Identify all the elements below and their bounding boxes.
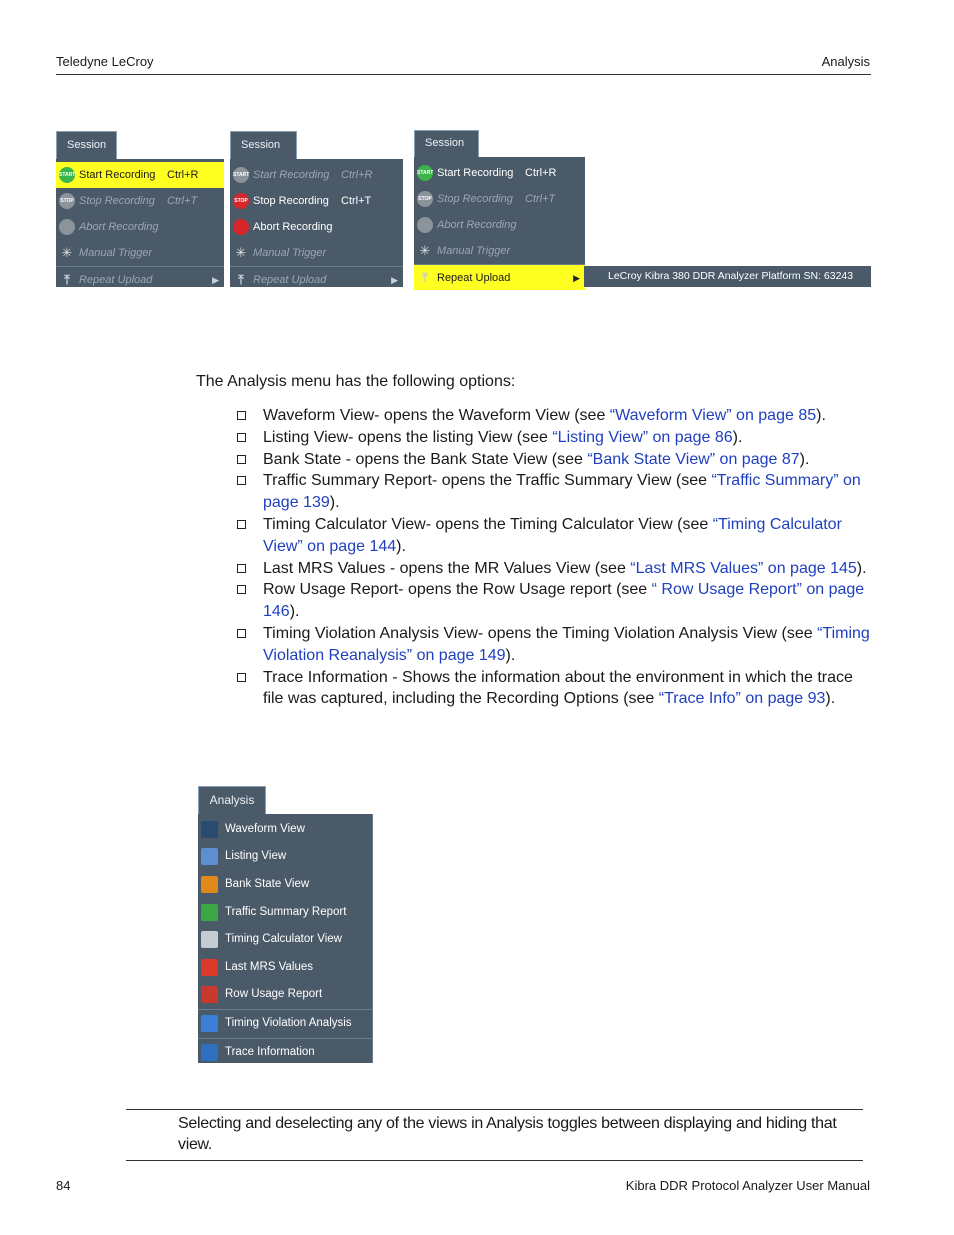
checkbox-bullet-icon [237,673,246,682]
list-item-text: Last MRS Values - opens the MR Values View (see [263,559,631,577]
session-menu-screenshot [230,131,403,287]
start-icon: START [417,165,433,181]
checkbox-bullet-icon [237,476,246,485]
menu-item-repeat-upload[interactable] [230,266,403,292]
timing-violation-icon [201,1015,218,1032]
analysis-menu-item-bank-state-view[interactable] [198,871,372,898]
menu-item-abort-recording[interactable] [56,214,224,240]
analysis-menu-item-label: Row Usage Report [225,988,323,1000]
start-icon: START [59,167,75,183]
note-text: Selecting and deselecting any of the views in Analysis toggles between displaying and hiding that view. [178,1115,837,1153]
menu-item-label: Manual Trigger [437,245,511,257]
list-item-text-end: ). [825,690,836,708]
checkbox-bullet-icon [237,585,246,594]
menu-item-abort-recording[interactable] [230,214,403,240]
list-item-text: Timing Violation Analysis View- opens the Timing Violation Analysis View (see [263,624,818,642]
upload-icon: ⤒ [64,272,70,287]
menu-item-manual-trigger[interactable] [56,240,224,266]
analysis-menu-item-timing-violation-analysis[interactable] [198,1009,372,1036]
checkbox-bullet-icon [237,455,246,464]
cross-reference-link[interactable]: “Timing Calculator View” on page 144 [263,515,842,555]
list-item [236,427,872,449]
list-item-text-end: ). [856,559,867,577]
list-item [236,623,872,667]
list-item-text: Listing View- opens the listing View (see [263,428,553,446]
analysis-menu-item-label: Trace Information [225,1046,315,1058]
analysis-menu-item-row-usage-report[interactable] [198,981,372,1008]
session-menu-tab[interactable]: Session [56,131,117,159]
note-bottom-rule [126,1160,863,1161]
timing-calculator-icon [201,931,218,948]
list-item-text-end: ). [816,407,826,424]
menu-item-stop-recording[interactable] [414,186,585,212]
abort-icon [59,219,75,235]
menu-item-label: Manual Trigger [253,247,327,259]
list-item-text-end: ). [396,537,406,555]
menu-item-start-recording[interactable] [414,160,585,186]
menu-item-shortcut: Ctrl+R [341,169,373,181]
menu-item-manual-trigger[interactable] [414,238,585,264]
checkbox-bullet-icon [237,433,246,442]
menu-item-stop-recording[interactable] [56,188,224,214]
note-top-rule [126,1109,863,1110]
list-item-text-end: ). [732,428,743,446]
stop-icon: STOP [417,191,433,207]
menu-item-shortcut: Ctrl+T [341,195,372,207]
list-item [236,449,872,471]
cross-reference-link[interactable]: “Trace Info” on page 93 [658,690,826,708]
analysis-menu-item-waveform-view[interactable] [198,816,372,843]
cross-reference-link[interactable]: “Listing View” on page 86 [552,428,733,446]
menu-item-shortcut: Ctrl+T [167,195,198,207]
analysis-menu-item-label: Timing Violation Analysis [225,1017,352,1029]
analysis-menu-item-label: Bank State View [225,878,310,890]
bank-state-icon [201,876,218,893]
analysis-options-list [236,405,872,710]
analysis-menu [198,814,373,1063]
analysis-menu-item-label: Timing Calculator View [225,933,342,945]
list-item [236,667,872,711]
menu-item-label: Start Recording [79,169,156,181]
traffic-summary-icon [201,904,218,921]
page-header-left: Teledyne LeCroy [56,54,154,69]
menu-item-label: Stop Recording [437,193,513,205]
list-item-text-end: ). [505,646,516,664]
menu-item-label: Start Recording [437,167,514,179]
cross-reference-link[interactable]: “ Row Usage Report” on page 146 [263,581,865,621]
waveform-icon [201,821,218,838]
analysis-menu-item-label: Traffic Summary Report [225,906,347,918]
menu-item-label: Start Recording [253,169,330,181]
start-icon: START [233,167,249,183]
analysis-menu-item-label: Last MRS Values [225,961,313,973]
list-item [236,558,872,580]
upload-icon: ⤒ [238,272,244,287]
analysis-menu-item-trace-information[interactable] [198,1038,372,1065]
list-item-text-end: ). [799,450,810,468]
analysis-menu-item-traffic-summary-report[interactable] [198,899,372,926]
analysis-menu-item-label: Listing View [225,850,287,862]
analysis-menu-tab[interactable]: Analysis [198,786,266,814]
list-item [236,579,872,623]
list-item-text-end: ). [289,603,300,621]
trigger-icon: ✳ [419,243,431,258]
menu-item-label: Repeat Upload [79,274,153,286]
status-bar: LeCroy Kibra 380 DDR Analyzer Platform SN: 63243 [584,266,871,287]
checkbox-bullet-icon [237,520,246,529]
trigger-icon: ✳ [235,245,247,260]
session-menu-screenshot [414,130,585,287]
menu-item-shortcut: Ctrl+T [525,193,556,205]
analysis-menu-item-label: Waveform View [225,823,305,835]
session-menu [56,159,224,287]
mrs-values-icon [201,959,218,976]
menu-item-repeat-upload[interactable] [56,266,224,292]
cross-reference-link[interactable]: “Traffic Summary” on page 139 [263,472,861,512]
menu-item-shortcut: Ctrl+R [525,167,557,179]
analysis-menu-item-listing-view[interactable] [198,843,372,870]
list-item [236,405,872,427]
header-rule [56,74,871,75]
abort-icon [417,217,433,233]
list-item-text: Row Usage Report- opens the Row Usage report (see [263,581,652,599]
session-menu-screenshot [56,131,224,287]
trigger-icon: ✳ [61,245,73,260]
list-item-text: Timing Calculator View- opens the Timing Calculator View (see [263,515,713,533]
list-item-text: Traffic Summary Report- opens the Traffic Summary View (see [263,472,712,490]
menu-item-manual-trigger[interactable] [230,240,403,266]
menu-item-label: Abort Recording [437,219,517,231]
checkbox-bullet-icon [237,629,246,638]
trace-info-icon [201,1044,218,1061]
analysis-menu-item-timing-calculator-view[interactable] [198,926,372,953]
menu-item-start-recording[interactable] [56,162,224,188]
session-menu-tab[interactable]: Session [414,130,479,157]
list-item-text: Waveform View- opens the Waveform View (see [263,407,610,424]
menu-item-abort-recording[interactable] [414,212,585,238]
menu-item-label: Repeat Upload [253,274,327,286]
menu-item-label: Manual Trigger [79,247,153,259]
submenu-arrow-icon: ▶ [391,275,398,285]
list-item [236,514,872,558]
menu-item-label: Abort Recording [253,221,333,233]
session-menu [230,159,403,287]
list-item-text-end: ). [329,494,340,512]
page-number: 84 [56,1178,71,1193]
session-menu-tab[interactable]: Session [230,131,297,159]
list-item [236,470,872,514]
cross-reference-link[interactable]: “Bank State View” on page 87 [587,450,800,468]
cross-reference-link[interactable]: “Waveform View” on page 85 [609,407,817,424]
menu-item-label: Stop Recording [253,195,329,207]
submenu-arrow-icon: ▶ [573,273,580,283]
manual-title: Kibra DDR Protocol Analyzer User Manual [625,1178,870,1193]
menu-item-repeat-upload[interactable] [414,264,585,290]
abort-icon [233,219,249,235]
menu-item-label: Repeat Upload [437,272,511,284]
menu-item-start-recording[interactable] [230,162,403,188]
intro-text: The Analysis menu has the following options: [196,373,516,390]
cross-reference-link[interactable]: “Timing Violation Reanalysis” on page 149 [263,624,870,664]
menu-item-stop-recording[interactable] [230,188,403,214]
menu-item-label: Abort Recording [79,221,159,233]
submenu-arrow-icon: ▶ [212,275,219,285]
page-header-right: Analysis [821,54,870,69]
cross-reference-link[interactable]: “Last MRS Values” on page 145 [630,559,857,577]
stop-icon: STOP [233,193,249,209]
listing-icon [201,848,218,865]
checkbox-bullet-icon [237,411,246,420]
menu-item-label: Stop Recording [79,195,155,207]
row-usage-icon [201,986,218,1003]
list-item-text: Bank State - opens the Bank State View (see [263,450,588,468]
session-menu [414,157,585,287]
analysis-menu-item-last-mrs-values[interactable] [198,954,372,981]
menu-item-shortcut: Ctrl+R [167,169,199,181]
checkbox-bullet-icon [237,564,246,573]
list-item-text: Trace Information - Shows the information about the environment in which the trace file was captured, including the Recording Options (see [263,668,853,708]
upload-icon: ⤒ [422,270,428,285]
stop-icon: STOP [59,193,75,209]
